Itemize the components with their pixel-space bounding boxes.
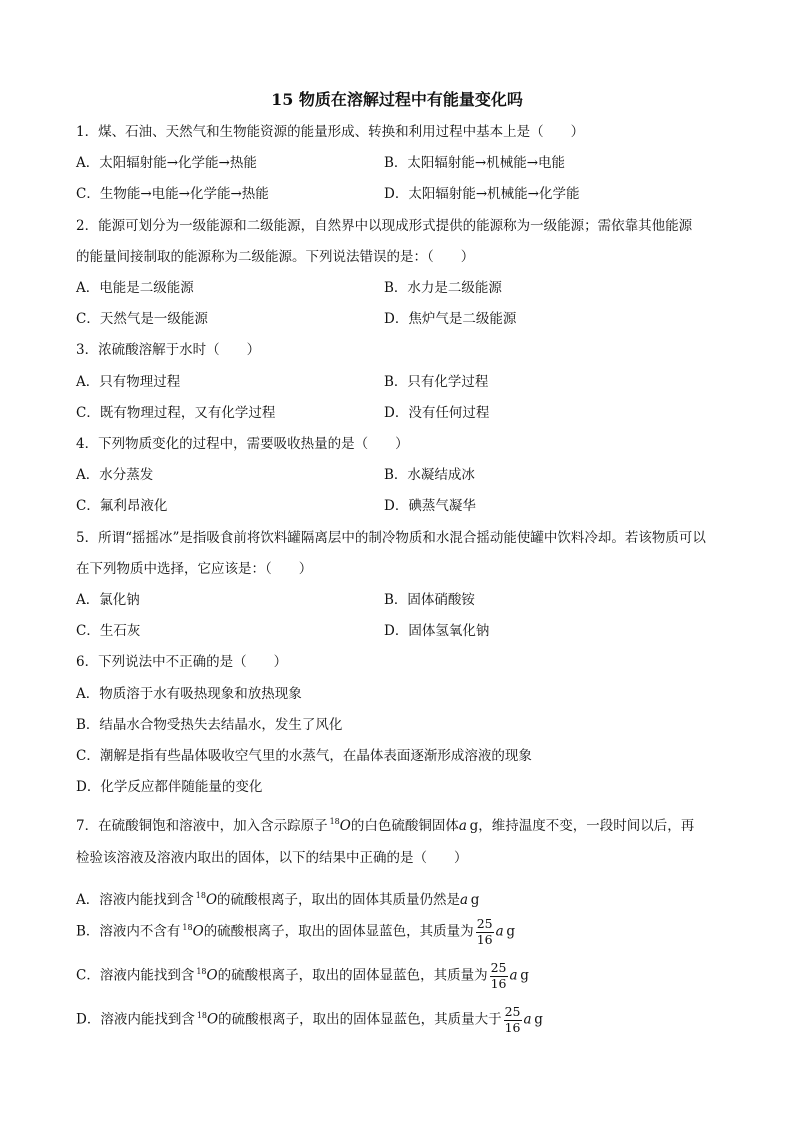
question-5-option-c: C．生石灰 <box>76 623 141 639</box>
question-1-option-d: D．太阳辐射能→机械能→化学能 <box>384 186 580 202</box>
isotope-mass-number: 18 <box>329 817 340 826</box>
question-2-option-a: A．电能是二级能源 <box>76 280 194 296</box>
question-5-option-a: A．氯化钠 <box>76 592 140 608</box>
question-7-stem-line-2: 检验该溶液及溶液内取出的固体，以下的结果中正确的是（ ） <box>76 850 468 866</box>
question-7-option-c: C．溶液内能找到含 $^{18}$O的硫酸根离子，取出的固体显蓝色，其质量为 $\frac{25}{16}$ a g <box>76 960 529 991</box>
question-3-option-d: D．没有任何过程 <box>384 405 490 421</box>
question-5-option-d: D．固体氢氧化钠 <box>384 623 490 639</box>
oxygen-symbol: O <box>339 818 351 834</box>
question-7-stem-line-1: 7．在硫酸铜饱和溶液中，加入含示踪原子 $^{18}$O的白色硫酸铜固体a g，维持温度不变，一段时间以后，再 <box>76 817 695 834</box>
question-3-option-a: A．只有物理过程 <box>76 374 181 390</box>
question-1-option-a: A．太阳辐射能→化学能→热能 <box>76 155 257 171</box>
question-4-option-a: A．水分蒸发 <box>76 467 154 483</box>
question-2-stem-line-2: 的能量间接制取的能源称为二级能源。下列说法错误的是：（ ） <box>76 249 475 265</box>
question-2-stem-line-1: 2．能源可划分为一级能源和二级能源，自然界中以现成形式提供的能源称为一级能源；需依靠其他能源 <box>76 218 693 234</box>
question-6-option-a: A．物质溶于水有吸热现象和放热现象 <box>76 686 302 702</box>
question-7-option-b: B．溶液内不含有 $^{18}$O的硫酸根离子，取出的固体显蓝色，其质量为 $\frac{25}{16}$ a g <box>76 916 516 947</box>
fraction: $\frac{25}{16}$ <box>490 960 507 991</box>
question-6-option-d: D．化学反应都伴随能量的变化 <box>76 779 263 795</box>
fraction: $\frac{25}{16}$ <box>476 916 493 947</box>
question-5-option-b: B．固体硝酸铵 <box>384 592 475 608</box>
question-3-option-b: B．只有化学过程 <box>384 374 489 390</box>
mass-variable: a <box>458 818 467 834</box>
question-1-option-b: B．太阳辐射能→机械能→电能 <box>384 155 566 171</box>
question-4-option-b: B．水凝结成冰 <box>384 467 475 483</box>
question-4-option-d: D．碘蒸气凝华 <box>384 498 476 514</box>
question-5-stem-line-1: 5．所谓“摇摇冰”是指吸食前将饮料罐隔离层中的制冷物质和水混合摇动能使罐中饮料冷却。若该物质可以 <box>76 530 706 546</box>
question-5-stem-line-2: 在下列物质中选择，它应该是：（ ） <box>76 561 313 577</box>
question-3-stem: 3．浓硫酸溶解于水时（ ） <box>76 342 261 358</box>
question-4-stem: 4．下列物质变化的过程中，需要吸收热量的是（ ） <box>76 436 409 452</box>
question-2-option-d: D．焦炉气是二级能源 <box>384 311 517 327</box>
question-6-stem: 6．下列说法中不正确的是（ ） <box>76 654 288 670</box>
question-7-option-a: A．溶液内能找到含 $^{18}$O的硫酸根离子，取出的固体其质量仍然是a g <box>76 891 480 908</box>
page-title: 15 物质在溶解过程中有能量变化吗 <box>271 90 523 109</box>
question-1-stem: 1．煤、石油、天然气和生物能资源的能量形成、转换和利用过程中基本上是（ ） <box>76 124 585 140</box>
fraction: $\frac{25}{16}$ <box>504 1004 521 1035</box>
question-2-option-b: B．水力是二级能源 <box>384 280 502 296</box>
question-1-option-c: C．生物能→电能→化学能→热能 <box>76 186 269 202</box>
question-4-option-c: C．氟利昂液化 <box>76 498 168 514</box>
question-2-option-c: C．天然气是一级能源 <box>76 311 208 327</box>
question-6-option-b: B．结晶水合物受热失去结晶水，发生了风化 <box>76 717 343 733</box>
question-3-option-c: C．既有物理过程，又有化学过程 <box>76 405 276 421</box>
question-7-option-d: D．溶液内能找到含 $^{18}$O的硫酸根离子，取出的固体显蓝色，其质量大于 $\frac{25}{16}$ a g <box>76 1004 543 1035</box>
question-6-option-c: C．潮解是指有些晶体吸收空气里的水蒸气，在晶体表面逐渐形成溶液的现象 <box>76 748 532 764</box>
